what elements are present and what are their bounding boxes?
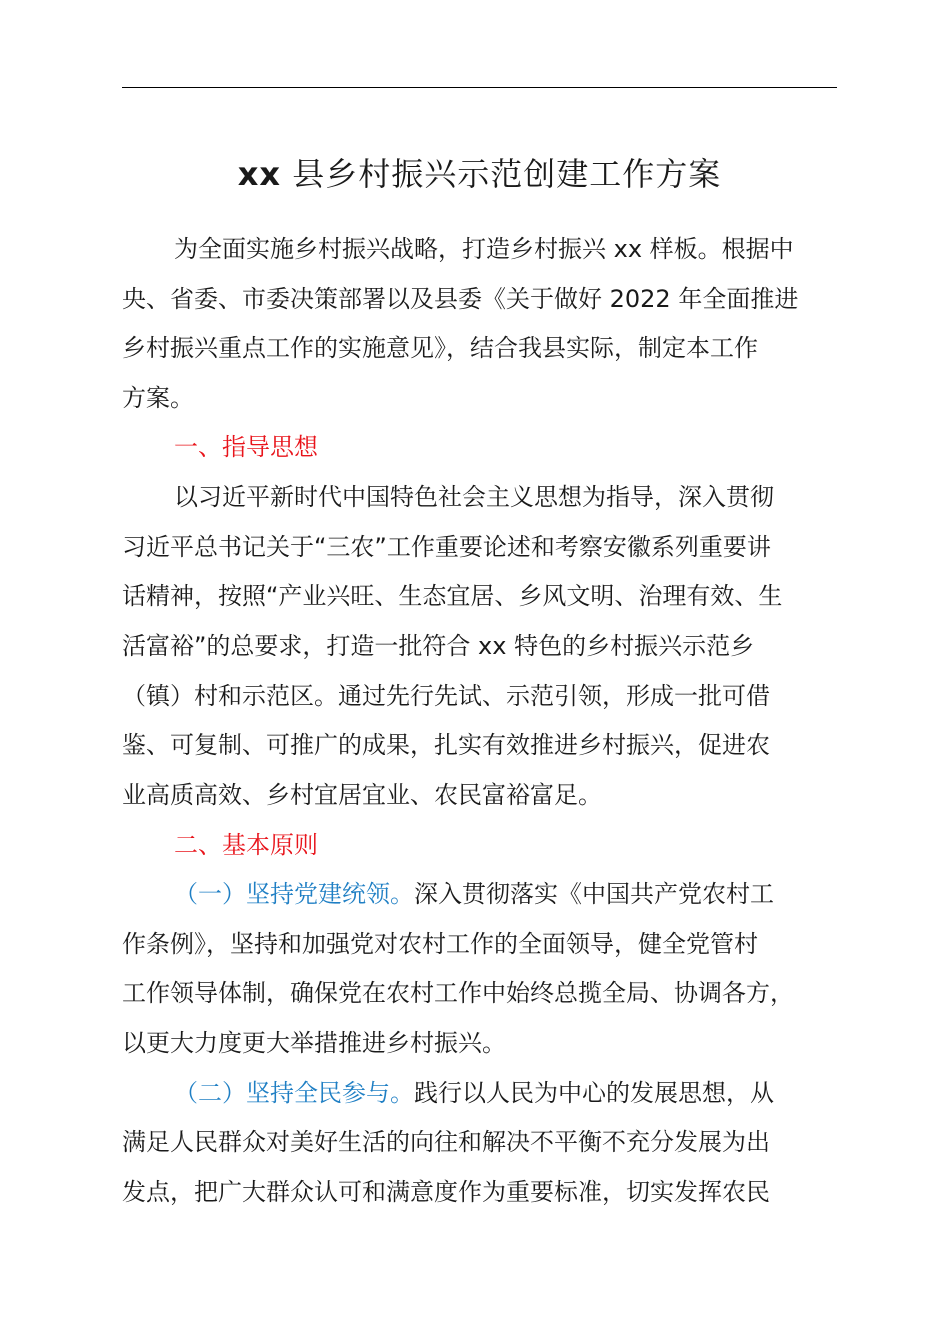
body-line: 以更大力度更大举措推进乡村振兴。	[122, 1029, 506, 1057]
intro-line: 方案。	[122, 384, 194, 412]
body-line: 以习近平新时代中国特色社会主义思想为指导，深入贯彻	[174, 483, 774, 511]
title-prefix: xx	[237, 155, 282, 193]
principle-1-first-line	[174, 869, 864, 919]
body-line: 活富裕”的总要求，打造一批符合 xx 特色的乡村振兴示范乡	[122, 632, 755, 660]
principle-2-text: 践行以人民为中心的发展思想，从	[414, 1079, 774, 1107]
document-title	[122, 148, 837, 200]
section-heading-guiding-ideology: 一、指导思想	[174, 433, 318, 461]
body-line: 习近平总书记关于“三农”工作重要论述和考察安徽系列重要讲	[122, 533, 771, 561]
body-line: 工作领导体制，确保党在农村工作中始终总揽全局、协调各方，	[122, 979, 794, 1007]
section-heading-basic-principles: 二、基本原则	[174, 831, 318, 859]
body-line: 话精神，按照“产业兴旺、生态宜居、乡风文明、治理有效、生	[122, 582, 783, 610]
title-rest: 县乡村振兴示范创建工作方案	[292, 155, 722, 193]
principle-1-text: 深入贯彻落实《中国共产党农村工	[414, 880, 774, 908]
body-line: 业高质高效、乡村宜居宜业、农民富裕富足。	[122, 781, 602, 809]
body-line: 发点，把广大群众认可和满意度作为重要标准，切实发挥农民	[122, 1178, 770, 1206]
principle-2-first-line	[174, 1068, 864, 1118]
body-line: 鉴、可复制、可推广的成果，扎实有效推进乡村振兴，促进农	[122, 731, 770, 759]
intro-line: 为全面实施乡村振兴战略，打造乡村振兴 xx 样板。根据中	[174, 235, 794, 263]
principle-1-heading: （一）坚持党建统领。	[174, 880, 414, 908]
body-line: 满足人民群众对美好生活的向往和解决不平衡不充分发展为出	[122, 1128, 770, 1156]
header-rule	[122, 87, 837, 88]
body-line: 作条例》，坚持和加强党对农村工作的全面领导，健全党管村	[122, 930, 758, 958]
intro-line: 乡村振兴重点工作的实施意见》，结合我县实际，制定本工作	[122, 334, 758, 362]
body-line: （镇）村和示范区。通过先行先试、示范引领，形成一批可借	[122, 682, 770, 710]
principle-2-heading: （二）坚持全民参与。	[174, 1079, 414, 1107]
intro-line: 央、省委、市委决策部署以及县委《关于做好 2022 年全面推进	[122, 285, 799, 313]
